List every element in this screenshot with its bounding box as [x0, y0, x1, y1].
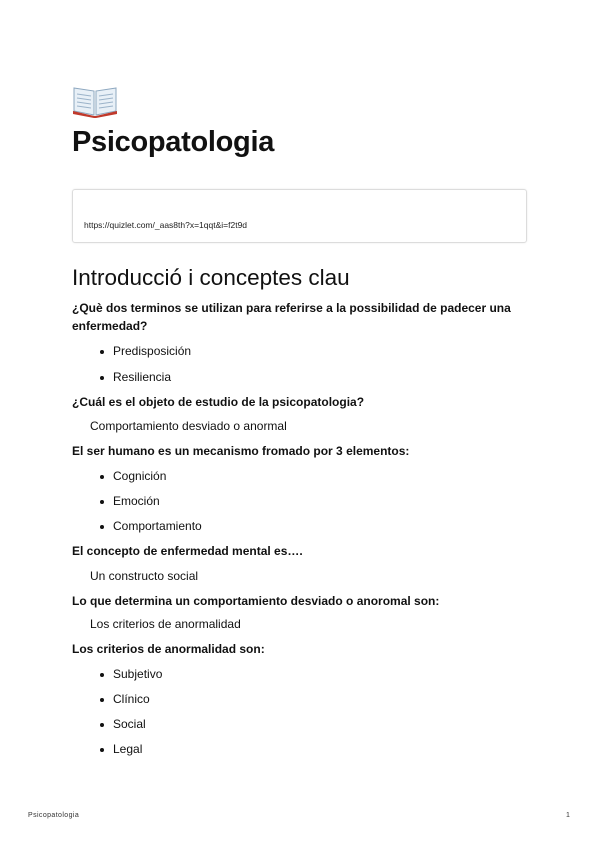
section-heading: Introducció i conceptes clau — [72, 265, 350, 290]
question-1: ¿Què dos terminos se utilizan para referirse a la possibilidad de padecer una enfermedad? — [72, 301, 511, 333]
list-item: Legal — [113, 742, 143, 756]
list-item: Predisposición — [113, 344, 192, 358]
link-url[interactable]: https://quizlet.com/_aas8th?x=1qqt&i=f2t9d — [84, 220, 248, 230]
question-5: Lo que determina un comportamiento desviado o anoromal son: — [72, 594, 440, 608]
answer-4: Un constructo social — [90, 569, 199, 583]
list-item: Emoción — [113, 494, 160, 508]
link-bookmark[interactable] — [72, 189, 527, 243]
list-item: Cognición — [113, 469, 167, 483]
question-6: Los criterios de anormalidad son: — [72, 642, 265, 656]
list-item: Clínico — [113, 692, 150, 706]
footer-page-number: 1 — [566, 812, 570, 819]
list-item: Social — [113, 717, 146, 731]
answer-5: Los criterios de anormalidad — [90, 617, 241, 631]
footer-doc-name: Psicopatologia — [28, 812, 80, 819]
question-2: ¿Cuál es el objeto de estudio de la psicopatologia? — [72, 395, 365, 409]
page-title: Psicopatologia — [72, 126, 275, 158]
question-4: El concepto de enfermedad mental es…. — [72, 544, 303, 558]
open-book-icon — [72, 80, 118, 118]
question-3: El ser humano es un mecanismo fromado por 3 elementos: — [72, 444, 410, 458]
list-item: Comportamiento — [113, 519, 202, 533]
answer-2: Comportamiento desviado o anormal — [90, 419, 287, 433]
list-item: Subjetivo — [113, 667, 163, 681]
list-item: Resiliencia — [113, 370, 172, 384]
